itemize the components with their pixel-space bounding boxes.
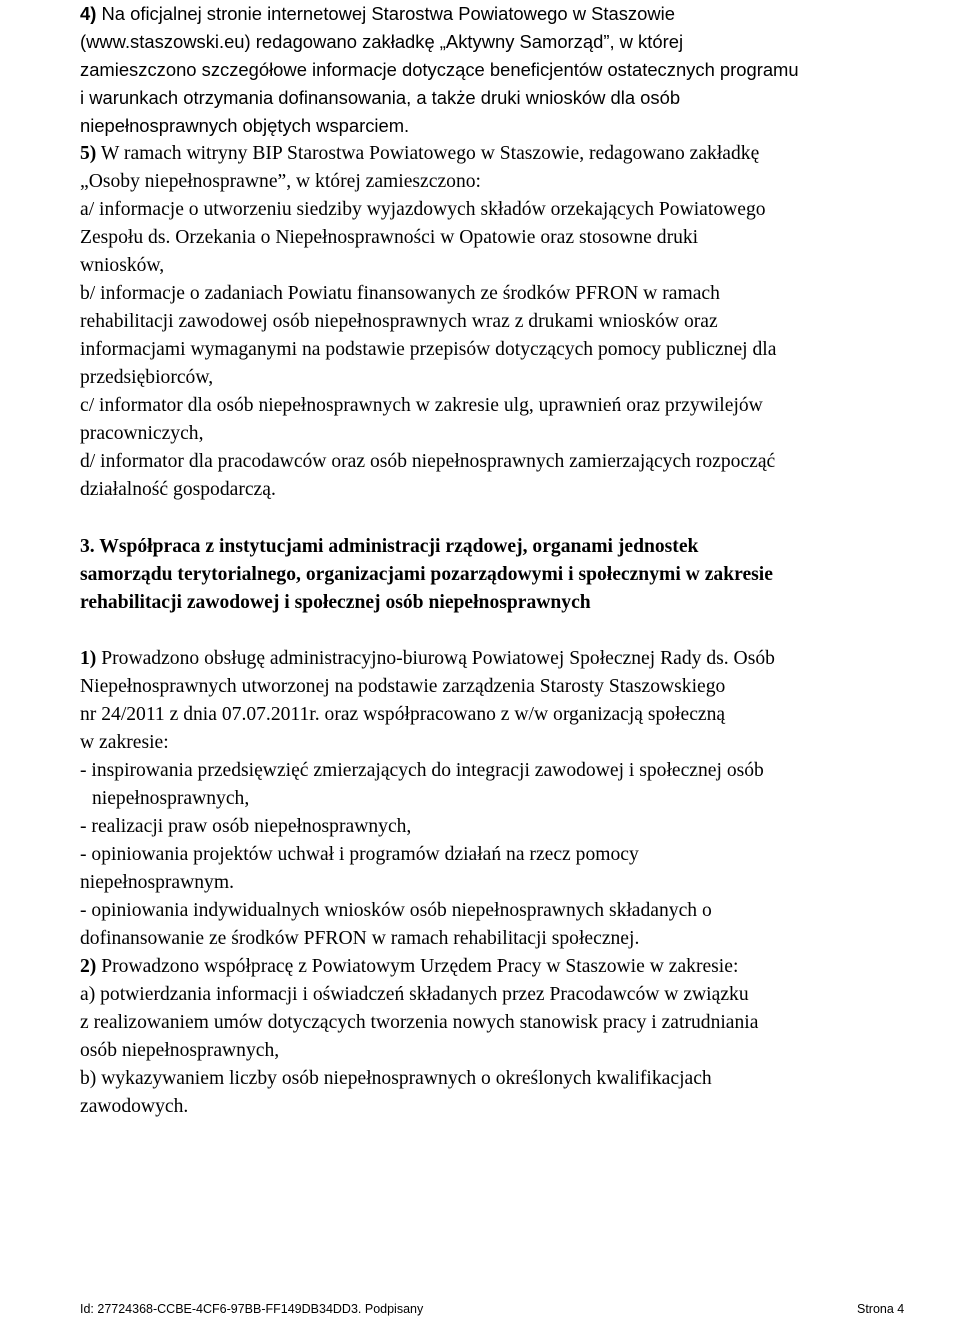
s3item1-line-8: - opiniowania projektów uchwał i programów działań na rzecz pomocy	[80, 844, 639, 865]
section3-heading-line-2: samorządu terytorialnego, organizacjami pozarządowymi i społecznymi w zakresie	[80, 564, 773, 585]
section3-heading-line-1: 3. Współpraca z instytucjami administracji rządowej, organami jednostek	[80, 536, 699, 557]
item4-number: 4)	[80, 3, 97, 24]
s3item1-line-5: - inspirowania przedsięwzięć zmierzających do integracji zawodowej i społecznej osób	[80, 760, 764, 781]
s3item1-line-2: Niepełnosprawnych utworzonej na podstawie zarządzenia Starosty Staszowskiego	[80, 676, 726, 697]
item5-line-7: rehabilitacji zawodowej osób niepełnosprawnych wraz z drukami wniosków oraz	[80, 311, 718, 332]
item5-line-4: Zespołu ds. Orzekania o Niepełnosprawności w Opatowie oraz stosowne druki	[80, 227, 699, 248]
s3item2-line-5: b) wykazywaniem liczby osób niepełnosprawnych o określonych kwalifikacjach	[80, 1068, 712, 1089]
item5-line-13: działalność gospodarczą.	[80, 479, 276, 500]
s3item2-line-1: 2) Prowadzono współpracę z Powiatowym Urzędem Pracy w Staszowie w zakresie:	[80, 956, 739, 977]
item5-line-11: pracowniczych,	[80, 423, 204, 444]
s3item1-line-10: - opiniowania indywidualnych wniosków osób niepełnosprawnych składanych o	[80, 900, 712, 921]
s3item1-line-9: niepełnosprawnym.	[80, 872, 234, 893]
item5-line-2: „Osoby niepełnosprawne”, w której zamieszczono:	[80, 171, 481, 192]
item5-line-8: informacjami wymaganymi na podstawie przepisów dotyczących pomocy publicznej dla	[80, 339, 777, 360]
item5-line-1: 5) W ramach witryny BIP Starostwa Powiatowego w Staszowie, redagowano zakładkę	[80, 143, 760, 164]
footer-document-id: Id: 27724368-CCBE-4CF6-97BB-FF149DB34DD3. Podpisany	[80, 1302, 424, 1316]
s3item1-line-4: w zakresie:	[80, 732, 169, 753]
s3item1-line-6: niepełnosprawnych,	[92, 788, 250, 809]
item4-line-2: (www.staszowski.eu) redagowano zakładkę „Aktywny Samorząd”, w której	[80, 31, 684, 52]
s3item2-line-2: a) potwierdzania informacji i oświadczeń składanych przez Pracodawców w związku	[80, 984, 749, 1005]
item5-line-9: przedsiębiorców,	[80, 367, 214, 388]
item4-line-5: niepełnosprawnych objętych wsparciem.	[80, 115, 410, 136]
footer-page-number: Strona 4	[857, 1302, 905, 1316]
item5-line-10: c/ informator dla osób niepełnosprawnych w zakresie ulg, uprawnień oraz przywilejów	[80, 395, 763, 416]
s3item1-line-3: nr 24/2011 z dnia 07.07.2011r. oraz współpracowano z w/w organizacją społeczną	[80, 704, 726, 725]
item5-line-6: b/ informacje o zadaniach Powiatu finansowanych ze środków PFRON w ramach	[80, 283, 720, 304]
s3item2-line-3: z realizowaniem umów dotyczących tworzenia nowych stanowisk pracy i zatrudniania	[80, 1012, 759, 1033]
section3-heading-line-3: rehabilitacji zawodowej i społecznej osób niepełnosprawnych	[80, 592, 591, 613]
item5-line-12: d/ informator dla pracodawców oraz osób niepełnosprawnych zamierzających rozpocząć	[80, 451, 776, 472]
item4-line-1: 4) Na oficjalnej stronie internetowej Starostwa Powiatowego w Staszowie	[80, 3, 675, 24]
s3item1-line-1: 1) Prowadzono obsługę administracyjno-biurową Powiatowej Społecznej Rady ds. Osób	[80, 648, 775, 669]
s3item1-line-7: - realizacji praw osób niepełnosprawnych,	[80, 816, 412, 837]
item5-line-5: wniosków,	[80, 255, 165, 276]
s3item2-number: 2)	[80, 956, 97, 977]
item4-line-4: i warunkach otrzymania dofinansowania, a także druki wniosków dla osób	[80, 87, 681, 108]
s3item2-line-6: zawodowych.	[80, 1096, 189, 1117]
s3item2-line-4: osób niepełnosprawnych,	[80, 1040, 280, 1061]
item5-line-3: a/ informacje o utworzeniu siedziby wyjazdowych składów orzekających Powiatowego	[80, 199, 766, 220]
s3item1-number: 1)	[80, 648, 97, 669]
item4-line-3: zamieszczono szczegółowe informacje dotyczące beneficjentów ostatecznych programu	[80, 59, 799, 80]
item5-number: 5)	[80, 143, 97, 164]
s3item1-line-11: dofinansowanie ze środków PFRON w ramach rehabilitacji społecznej.	[80, 928, 640, 949]
